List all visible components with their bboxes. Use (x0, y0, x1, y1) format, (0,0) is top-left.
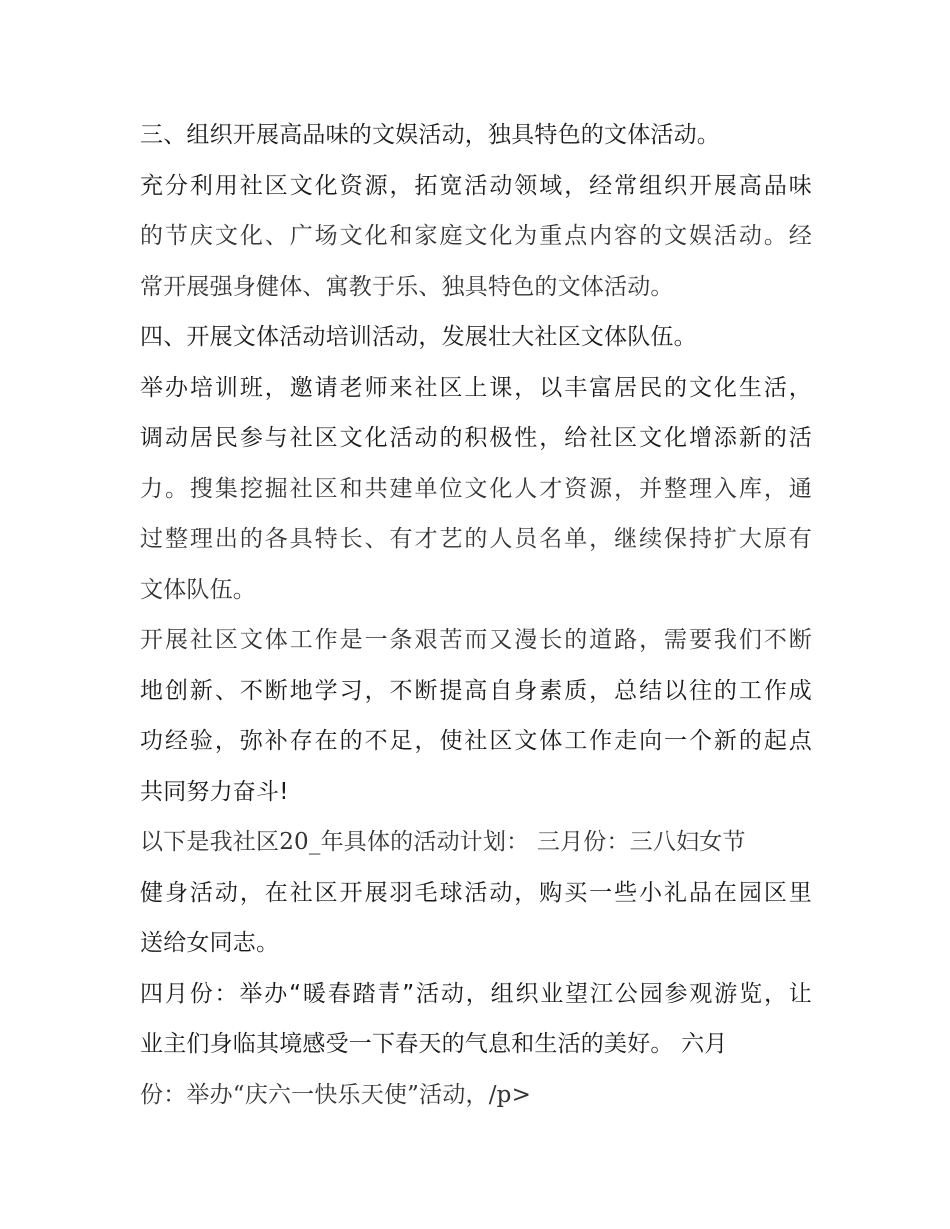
document-body (140, 110, 812, 1120)
paragraph-line: 调动居民参与社区文化活动的积极性，给社区文化增添新的活 (140, 425, 812, 451)
section-heading-3: 三、组织开展高品味的文娱活动，独具特色的文体活动。 (140, 122, 720, 148)
paragraph-line: 送给女同志。 (140, 930, 280, 956)
paragraph-line: 的节庆文化、广场文化和家庭文化为重点内容的文娱活动。经 (140, 223, 812, 249)
paragraph-line: 举办培训班，邀请老师来社区上课，以丰富居民的文化生活， (140, 374, 812, 401)
paragraph-line: 功经验，弥补存在的不足，使社区文体工作走向一个新的起点 (140, 728, 812, 754)
paragraph-line: 四月份：举办“暖春踏青”活动，组织业望江公园参观游览，让 (140, 980, 812, 1007)
section-heading-4: 四、开展文体活动培训活动，发展壮大社区文体队伍。 (140, 324, 697, 350)
paragraph-line: 文体队伍。 (140, 576, 256, 603)
paragraph-line: 力。搜集挖掘社区和共建单位文化人才资源，并整理入库，通 (140, 475, 812, 502)
paragraph-line: 地创新、不断地学习，不断提高自身素质，总结以往的工作成 (140, 677, 812, 704)
paragraph-line: 健身活动，在社区开展羽毛球活动，购买一些小礼品在园区里 (140, 879, 812, 906)
paragraph-line: 份：举办“庆六一快乐天使”活动，/p> (140, 1081, 532, 1108)
paragraph-line: 共同努力奋斗! (140, 778, 289, 805)
paragraph-line: 业主们身临其境感受一下春天的气息和生活的美好。 六月 (140, 1031, 728, 1057)
paragraph-line: 过整理出的各具特长、有才艺的人员名单，继续保持扩大原有 (140, 526, 812, 552)
paragraph-line: 以下是我社区20_年具体的活动计划： 三月份：三八妇女节 (140, 829, 746, 855)
paragraph-line: 开展社区文体工作是一条艰苦而又漫长的道路，需要我们不断 (140, 627, 812, 653)
paragraph-line: 常开展强身健体、寓教于乐、独具特色的文体活动。 (140, 273, 674, 300)
paragraph-line: 充分利用社区文化资源，拓宽活动领域，经常组织开展高品味 (140, 172, 812, 199)
